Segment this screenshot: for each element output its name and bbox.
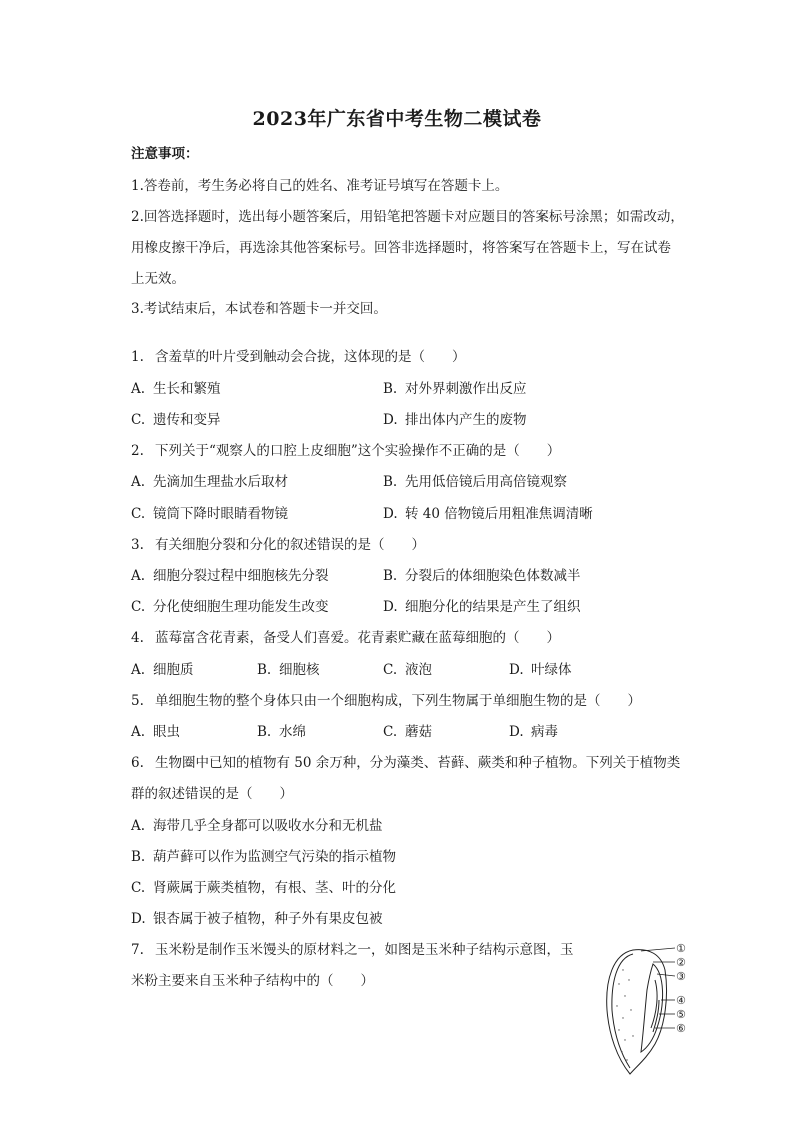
option-letter: A.	[131, 474, 146, 490]
option-letter: B.	[257, 724, 272, 740]
option-letter: C.	[383, 662, 398, 678]
question-1	[131, 348, 466, 366]
question-text: 米粉主要来自玉米种子结构中的（ ）	[131, 973, 374, 989]
figure-label-2: ②	[676, 956, 686, 969]
question-text: 有关细胞分裂和分化的叙述错误的是（ ）	[155, 537, 425, 553]
option-letter: D.	[131, 911, 146, 927]
question-number: 6.	[131, 755, 144, 771]
question-text: 生物圈中已知的植物有 50 余万种，分为藻类、苔藓、蕨类和种子植物。下列关于植物类	[155, 755, 681, 771]
question-number: 5.	[131, 693, 144, 709]
option-b	[257, 723, 306, 741]
page-title: 2023年广东省中考生物二模试卷	[252, 108, 542, 130]
option-text: 细胞质	[153, 662, 194, 678]
question-5	[131, 692, 641, 710]
option-d	[383, 598, 581, 616]
option-letter: A.	[131, 724, 146, 740]
figure-label-1: ①	[676, 942, 686, 955]
question-text: 玉米粉是制作玉米馒头的原材料之一，如图是玉米种子结构示意图，玉	[155, 942, 574, 958]
option-d	[383, 411, 527, 429]
question-4	[131, 629, 560, 647]
option-text: 生长和繁殖	[153, 381, 221, 397]
option-d	[509, 661, 572, 679]
question-number: 7.	[131, 942, 144, 958]
option-letter: B.	[383, 568, 398, 584]
option-text: 海带几乎全身都可以吸收水分和无机盐	[153, 818, 383, 834]
figure-label-6: ⑥	[676, 1022, 686, 1035]
option-a	[131, 473, 288, 491]
option-text: 转 40 倍物镜后用粗准焦调清晰	[405, 506, 593, 522]
option-letter: C.	[131, 880, 146, 896]
option-text: 液泡	[405, 662, 432, 678]
option-letter: B.	[383, 381, 398, 397]
option-b	[383, 473, 567, 491]
question-7	[131, 941, 574, 959]
option-a	[131, 567, 329, 585]
option-letter: B.	[257, 662, 272, 678]
option-text: 对外界刺激作出反应	[405, 381, 527, 397]
option-text: 蘑菇	[405, 724, 432, 740]
option-letter: C.	[383, 724, 398, 740]
question-7-continued	[131, 972, 374, 990]
option-c	[131, 598, 329, 616]
option-c	[131, 879, 396, 897]
option-text: 眼虫	[153, 724, 180, 740]
option-letter: D.	[383, 599, 398, 615]
notice-item: 1.答卷前，考生务必将自己的姓名、准考证号填写在答题卡上。	[131, 178, 509, 194]
option-letter: D.	[383, 506, 398, 522]
question-text: 单细胞生物的整个身体只由一个细胞构成，下列生物属于单细胞生物的是（ ）	[155, 693, 641, 709]
option-text: 叶绿体	[531, 662, 572, 678]
question-text: 群的叙述错误的是（ ）	[131, 786, 293, 802]
option-letter: C.	[131, 599, 146, 615]
option-letter: C.	[131, 506, 146, 522]
question-text: 含羞草的叶片受到触动会合拢，这体现的是（ ）	[155, 349, 466, 365]
option-text: 水绵	[279, 724, 306, 740]
option-text: 细胞分裂过程中细胞核先分裂	[153, 568, 329, 584]
option-letter: D.	[509, 662, 524, 678]
option-a	[131, 661, 194, 679]
option-letter: A.	[131, 568, 146, 584]
option-text: 肾蕨属于蕨类植物，有根、茎、叶的分化	[153, 880, 396, 896]
corn-seed-diagram	[603, 940, 695, 1076]
option-b	[383, 567, 581, 585]
option-text: 遗传和变异	[153, 412, 221, 428]
endosperm-dots	[616, 969, 633, 1060]
option-b	[257, 661, 320, 679]
option-d	[509, 723, 558, 741]
question-3	[131, 536, 425, 554]
option-text: 葫芦藓可以作为监测空气污染的指示植物	[153, 849, 396, 865]
option-c	[383, 661, 432, 679]
option-text: 细胞核	[279, 662, 320, 678]
option-letter: B.	[131, 849, 146, 865]
option-a	[131, 817, 383, 835]
question-text: 下列关于“观察人的口腔上皮细胞”这个实验操作不正确的是（ ）	[155, 443, 561, 459]
option-text: 细胞分化的结果是产生了组织	[405, 599, 581, 615]
option-a	[131, 723, 180, 741]
question-6-continued	[131, 785, 293, 803]
option-text: 银杏属于被子植物，种子外有果皮包被	[153, 911, 383, 927]
figure-label-4: ④	[676, 994, 686, 1007]
question-6	[131, 754, 680, 772]
option-letter: B.	[383, 474, 398, 490]
option-letter: A.	[131, 662, 146, 678]
notice-item: 用橡皮擦干净后，再选涂其他答案标号。回答非选择题时，将答案写在答题卡上，写在试卷	[131, 240, 671, 256]
option-text: 病毒	[531, 724, 558, 740]
question-text: 蓝莓富含花青素，备受人们喜爱。花青素贮藏在蓝莓细胞的（ ）	[155, 630, 560, 646]
notice-item: 2.回答选择题时，选出每小题答案后，用铅笔把答题卡对应题目的答案标号涂黑；如需改动，	[131, 209, 684, 225]
option-text: 排出体内产生的废物	[405, 412, 527, 428]
figure-label-3: ③	[676, 970, 686, 983]
option-c	[383, 723, 432, 741]
option-b	[383, 380, 527, 398]
question-number: 1.	[131, 349, 144, 365]
question-number: 2.	[131, 443, 144, 459]
question-2	[131, 442, 560, 460]
option-c	[131, 505, 288, 523]
figure-label-5: ⑤	[676, 1008, 686, 1021]
question-number: 3.	[131, 537, 144, 553]
option-c	[131, 411, 221, 429]
option-text: 先用低倍镜后用高倍镜观察	[405, 474, 567, 490]
option-letter: D.	[509, 724, 524, 740]
notice-heading: 注意事项：	[131, 146, 199, 162]
option-d	[383, 505, 593, 523]
option-b	[131, 848, 396, 866]
option-text: 镜筒下降时眼睛看物镜	[153, 506, 288, 522]
option-text: 分化使细胞生理功能发生改变	[153, 599, 329, 615]
option-text: 分裂后的体细胞染色体数减半	[405, 568, 581, 584]
option-text: 先滴加生理盐水后取材	[153, 474, 288, 490]
leader-lines	[641, 948, 675, 1028]
notice-item: 上无效。	[131, 271, 185, 287]
option-letter: A.	[131, 381, 146, 397]
option-a	[131, 380, 221, 398]
option-d	[131, 910, 383, 928]
question-number: 4.	[131, 630, 144, 646]
notice-item: 3.考试结束后，本试卷和答题卡一并交回。	[131, 301, 387, 317]
option-letter: A.	[131, 818, 146, 834]
option-letter: C.	[131, 412, 146, 428]
option-letter: D.	[383, 412, 398, 428]
